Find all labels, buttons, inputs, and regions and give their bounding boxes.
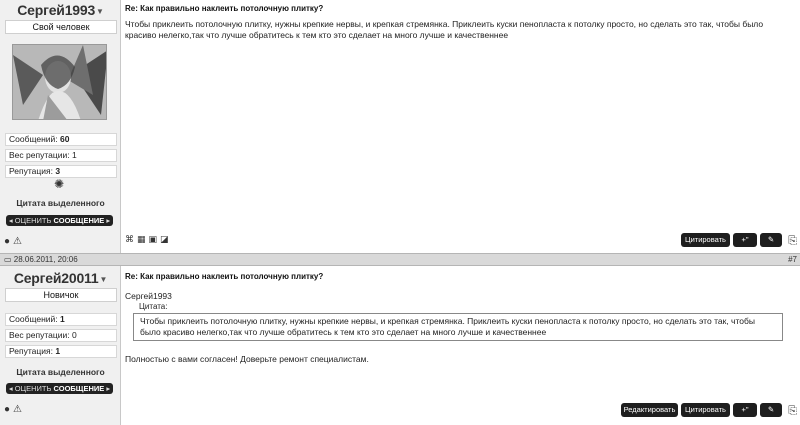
quote-text: Чтобы приклеить потолочную плитку, нужны крепкие нервы, и крепкая стремянка. Приклеить куски пенопласта к потолку просто, но сделать это так, чтобы было красиво нелегко,так что лучше обратитесь к тем кто это сделает на много лучше и качественнее	[133, 313, 783, 341]
share-icon[interactable]: ⌘	[125, 234, 134, 244]
post-title: Re: Как правильно наклеить потолочную плитку?	[125, 4, 324, 13]
reputation-weight: Вес репутации: 1	[5, 149, 117, 162]
quote-button[interactable]: Цитировать	[681, 233, 730, 247]
reputation: Репутация: 1	[5, 345, 117, 358]
edit-button[interactable]: Редактировать	[621, 403, 678, 417]
status-icon: ●	[4, 236, 11, 247]
quick-reply-icon[interactable]: ✎	[760, 403, 782, 417]
username[interactable]	[0, 2, 121, 18]
reputation: Репутация: 3	[5, 165, 117, 178]
username[interactable]	[0, 270, 121, 286]
messages-count: Сообщений: 1	[5, 313, 117, 326]
chevron-down-icon[interactable]: ▼	[96, 6, 104, 16]
quote-button[interactable]: Цитировать	[681, 403, 730, 417]
post-content	[121, 266, 800, 425]
report-icon[interactable]: ⎘	[788, 235, 797, 247]
quote-selected-label[interactable]: Цитата выделенного	[16, 367, 105, 377]
report-icon[interactable]: ⎘	[788, 405, 797, 417]
quoted-author: Сергей1993	[125, 291, 172, 301]
status-icon: ●	[4, 404, 11, 415]
post-tools	[4, 404, 25, 415]
multi-quote-button[interactable]: +"	[733, 233, 757, 247]
chevron-down-icon[interactable]: ▼	[99, 274, 108, 284]
social-icons	[125, 234, 172, 245]
post-content	[121, 0, 800, 253]
bookmark-icon[interactable]: ▣	[148, 234, 158, 244]
rate-message-button[interactable]: ◂ ОЦЕНИТЬ СООБЩЕНИЕ ▸	[6, 215, 113, 226]
messages-count: Сообщений: 60	[5, 133, 117, 146]
avatar[interactable]	[12, 44, 107, 120]
post-number[interactable]: #7	[788, 255, 797, 264]
link-icon[interactable]: ◪	[160, 234, 169, 244]
reply-text: Полностью с вами согласен! Доверьте ремонт специалистам.	[125, 354, 369, 364]
post-header-bar	[0, 253, 800, 266]
quick-reply-icon[interactable]: ✎	[760, 233, 782, 247]
multi-quote-button[interactable]: +"	[733, 403, 757, 417]
rate-message-button[interactable]: ◂ ОЦЕНИТЬ СООБЩЕНИЕ ▸	[6, 383, 113, 394]
warning-icon[interactable]: ⚠	[13, 236, 23, 247]
post-tools	[4, 236, 25, 247]
user-rank: Новичок	[5, 288, 117, 302]
reputation-star-icon: ✺	[54, 177, 65, 191]
user-sidebar	[0, 266, 121, 425]
user-rank: Свой человек	[5, 20, 117, 34]
username-link[interactable]: Сергей20011	[13, 270, 99, 286]
grid-icon[interactable]: ▦	[137, 234, 146, 244]
quote-selected-label[interactable]: Цитата выделенного	[16, 198, 105, 208]
quote-label: Цитата:	[139, 302, 168, 311]
warning-icon[interactable]: ⚠	[13, 404, 23, 415]
post-date: ▭ 28.06.2011, 20:06	[4, 255, 78, 264]
user-sidebar	[0, 0, 121, 253]
username-link[interactable]: Сергей1993	[17, 2, 96, 18]
forum-post	[0, 266, 800, 425]
reputation-weight: Вес репутации: 0	[5, 329, 117, 342]
post-title: Re: Как правильно наклеить потолочную плитку?	[125, 272, 324, 281]
post-body: Чтобы приклеить потолочную плитку, нужны крепкие нервы, и крепкая стремянка. Приклеить куски пенопласта к потолку просто, но сделать это так, чтобы было красиво нелегко,так что лучше обратитесь к тем кто это сделает на много лучше и качественнее	[125, 19, 764, 40]
quote-block	[133, 302, 783, 341]
